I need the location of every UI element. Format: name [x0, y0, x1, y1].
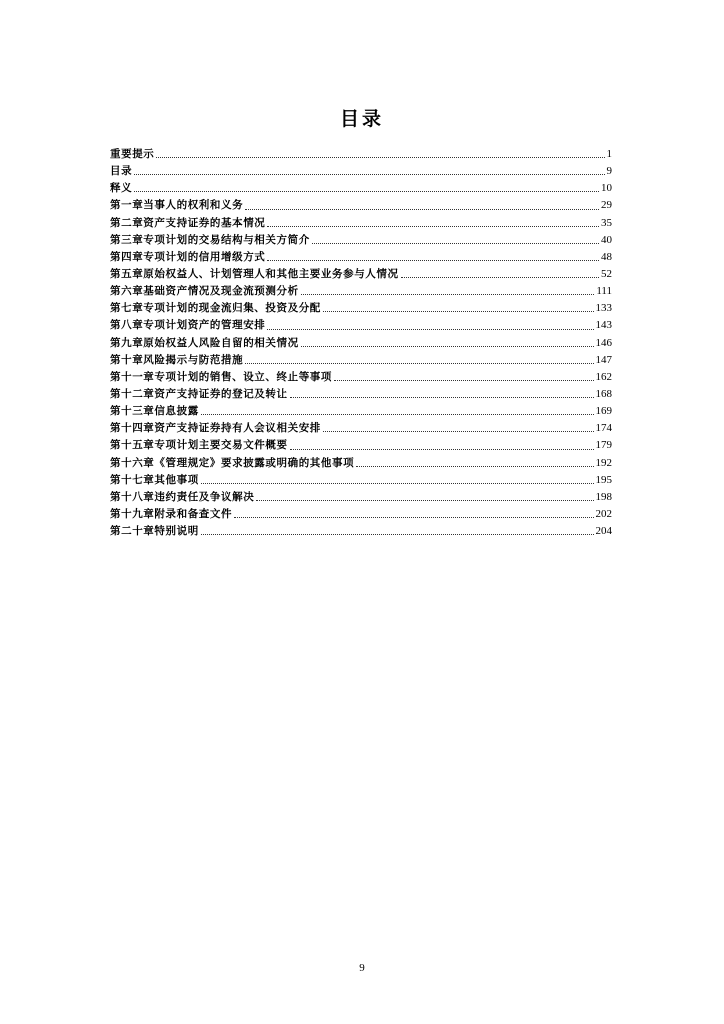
- toc-dot-leader: [290, 448, 594, 450]
- toc-entry-label: 第十二章资产支持证券的登记及转让: [110, 387, 288, 400]
- toc-entry-label: 第二章资产支持证券的基本情况: [110, 216, 266, 229]
- toc-dot-leader: [267, 259, 599, 261]
- toc-entry-label: 第十一章专项计划的销售、设立、终止等事项: [110, 370, 332, 383]
- toc-entry-page: 168: [595, 387, 612, 400]
- toc-entry[interactable]: [110, 352, 612, 369]
- toc-entry-label: 第七章专项计划的现金流归集、投资及分配: [110, 302, 321, 315]
- toc-dot-leader: [156, 156, 604, 158]
- toc-dot-leader: [267, 225, 599, 227]
- toc-entry-page: 111: [596, 285, 612, 298]
- toc-entry-label: 第四章专项计划的信用增级方式: [110, 250, 266, 263]
- toc-entry-label: 第九章原始权益人风险自留的相关情况: [110, 336, 299, 349]
- toc-entry[interactable]: [110, 249, 612, 266]
- toc-dot-leader: [201, 533, 594, 535]
- toc-entry-page: 48: [601, 250, 612, 263]
- toc-entry-page: 198: [595, 490, 612, 503]
- toc-dot-leader: [134, 173, 604, 175]
- toc-dot-leader: [201, 413, 594, 415]
- toc-entry-label: 第一章当事人的权利和义务: [110, 199, 244, 212]
- toc-entry-page: 174: [595, 422, 612, 435]
- toc-dot-leader: [356, 465, 593, 467]
- toc-entry-page: 146: [595, 336, 612, 349]
- toc-entry-label: 第十四章资产支持证券持有人会议相关安排: [110, 422, 321, 435]
- toc-entry-page: 169: [595, 405, 612, 418]
- toc-entry[interactable]: [110, 146, 612, 163]
- toc-entry-label: 第十九章附录和备查文件: [110, 507, 233, 520]
- table-of-contents: [110, 146, 612, 540]
- toc-dot-leader: [301, 345, 594, 347]
- toc-entry-page: 195: [595, 473, 612, 486]
- toc-dot-leader: [245, 362, 593, 364]
- toc-entry-label: 第三章专项计划的交易结构与相关方简介: [110, 233, 310, 246]
- toc-entry-label: 第十六章《管理规定》要求披露或明确的其他事项: [110, 456, 355, 469]
- toc-entry[interactable]: [110, 489, 612, 506]
- toc-entry[interactable]: [110, 506, 612, 523]
- toc-entry-page: 10: [601, 182, 612, 195]
- toc-entry[interactable]: [110, 455, 612, 472]
- toc-dot-leader: [401, 276, 599, 278]
- toc-dot-leader: [201, 482, 594, 484]
- toc-entry[interactable]: [110, 403, 612, 420]
- toc-dot-leader: [334, 379, 594, 381]
- toc-entry[interactable]: [110, 386, 612, 403]
- toc-entry-label: 第二十章特别说明: [110, 525, 199, 538]
- toc-dot-leader: [256, 499, 593, 501]
- toc-entry-page: 162: [595, 370, 612, 383]
- toc-entry[interactable]: [110, 197, 612, 214]
- toc-dot-leader: [267, 328, 593, 330]
- toc-entry-label: 第十三章信息披露: [110, 405, 199, 418]
- toc-entry-page: 1: [606, 148, 612, 160]
- toc-entry-page: 52: [601, 267, 612, 280]
- toc-entry-label: 释义: [110, 182, 133, 195]
- toc-entry-label: 第十七章其他事项: [110, 473, 199, 486]
- toc-entry-page: 29: [601, 199, 612, 212]
- toc-dot-leader: [245, 208, 599, 210]
- toc-entry-label: 目录: [110, 165, 133, 178]
- toc-dot-leader: [312, 242, 599, 244]
- toc-entry[interactable]: [110, 420, 612, 437]
- toc-dot-leader: [290, 396, 594, 398]
- toc-entry-page: 133: [595, 302, 612, 315]
- toc-entry-label: 第五章原始权益人、计划管理人和其他主要业务参与人情况: [110, 267, 399, 280]
- toc-entry[interactable]: [110, 437, 612, 454]
- page-number: 9: [359, 962, 365, 974]
- toc-entry[interactable]: [110, 317, 612, 334]
- toc-entry-page: 179: [595, 439, 612, 452]
- toc-dot-leader: [301, 293, 595, 295]
- toc-dot-leader: [323, 310, 594, 312]
- toc-entry[interactable]: [110, 300, 612, 317]
- toc-entry-page: 9: [606, 165, 612, 178]
- toc-entry[interactable]: [110, 215, 612, 232]
- toc-entry-label: 第十五章专项计划主要交易文件概要: [110, 439, 288, 452]
- toc-dot-leader: [234, 516, 593, 518]
- toc-entry-page: 204: [595, 525, 612, 538]
- toc-dot-leader: [134, 190, 599, 192]
- toc-entry-page: 147: [595, 353, 612, 366]
- toc-entry[interactable]: [110, 232, 612, 249]
- toc-entry[interactable]: [110, 369, 612, 386]
- toc-entry-label: 第六章基础资产情况及现金流预测分析: [110, 285, 299, 298]
- toc-entry[interactable]: [110, 163, 612, 180]
- toc-entry-label: 第十八章违约责任及争议解决: [110, 490, 255, 503]
- page-title: 目录: [339, 108, 384, 130]
- toc-entry-label: 第八章专项计划资产的管理安排: [110, 319, 266, 332]
- toc-entry-page: 202: [595, 507, 612, 520]
- toc-entry-page: 40: [601, 233, 612, 246]
- toc-entry-page: 35: [601, 216, 612, 229]
- toc-entry-page: 192: [595, 456, 612, 469]
- toc-entry-label: 重要提示: [110, 148, 155, 160]
- toc-entry[interactable]: [110, 283, 612, 300]
- toc-entry[interactable]: [110, 472, 612, 489]
- toc-entry-label: 第十章风险揭示与防范措施: [110, 353, 244, 366]
- toc-entry[interactable]: [110, 180, 612, 197]
- toc-entry[interactable]: [110, 523, 612, 540]
- toc-entry[interactable]: [110, 335, 612, 352]
- toc-entry-page: 143: [595, 319, 612, 332]
- toc-dot-leader: [323, 430, 594, 432]
- toc-entry[interactable]: [110, 266, 612, 283]
